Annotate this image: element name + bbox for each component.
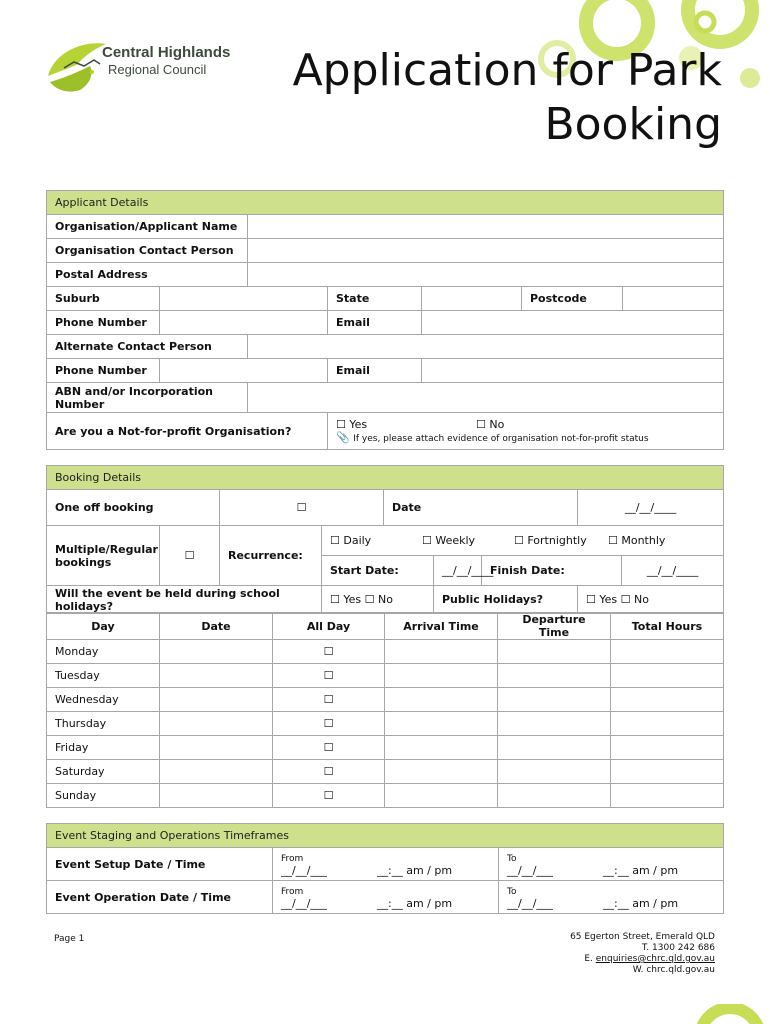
total-hours-cell[interactable] (611, 784, 724, 808)
label-school-holidays: Will the event be held during school holidays? (47, 586, 322, 614)
date-cell[interactable] (160, 688, 273, 712)
postcode-field[interactable] (623, 287, 724, 311)
total-hours-cell[interactable] (611, 760, 724, 784)
setup-to-field[interactable] (499, 848, 724, 881)
page-title (293, 44, 722, 152)
total-hours-cell[interactable] (611, 688, 724, 712)
weekly-checkbox[interactable]: ☐ Weekly (422, 534, 476, 547)
all-day-checkbox[interactable]: ☐ (273, 688, 385, 712)
day-label: Monday (47, 640, 160, 664)
label-from: From (281, 853, 304, 864)
email-field[interactable] (422, 311, 724, 335)
label-one-off: One off booking (47, 490, 220, 526)
title-line-1: Application for Park (292, 45, 722, 96)
label-contact-person: Organisation Contact Person (47, 239, 248, 263)
label-to: To (507, 886, 517, 897)
table-row (47, 712, 724, 736)
suburb-field[interactable] (160, 287, 328, 311)
operation-from-date[interactable]: __/__/___ (281, 896, 327, 910)
all-day-checkbox[interactable]: ☐ (273, 712, 385, 736)
phone-field[interactable] (160, 311, 328, 335)
total-hours-cell[interactable] (611, 664, 724, 688)
day-label: Saturday (47, 760, 160, 784)
departure-cell[interactable] (498, 712, 611, 736)
one-off-date-field[interactable]: __/__/____ (578, 490, 724, 526)
staging-table (46, 823, 724, 914)
decorative-circle-bottom (690, 1004, 770, 1024)
footer-address: 65 Egerton Street, Emerald QLD (570, 932, 715, 942)
footer-phone: T. 1300 242 686 (641, 943, 715, 953)
total-hours-cell[interactable] (611, 736, 724, 760)
arrival-cell[interactable] (385, 736, 498, 760)
label-setup: Event Setup Date / Time (47, 848, 273, 881)
table-row (47, 664, 724, 688)
label-phone: Phone Number (47, 311, 160, 335)
operation-from-field[interactable] (273, 881, 499, 914)
footer-email-prefix: E. (584, 954, 596, 964)
contact-block (570, 932, 715, 976)
col-date: Date (160, 613, 273, 640)
start-date-field[interactable]: __/__/____ (434, 556, 482, 586)
footer-web: W. chrc.qld.gov.au (632, 965, 715, 975)
date-cell[interactable] (160, 664, 273, 688)
all-day-checkbox[interactable]: ☐ (273, 736, 385, 760)
day-label: Tuesday (47, 664, 160, 688)
abn-field[interactable] (248, 383, 724, 413)
arrival-cell[interactable] (385, 688, 498, 712)
section-heading-staging: Event Staging and Operations Timeframes (47, 824, 724, 848)
table-row (47, 760, 724, 784)
all-day-checkbox[interactable]: ☐ (273, 784, 385, 808)
label-nfp: Are you a Not-for-profit Organisation? (47, 413, 328, 450)
all-day-checkbox[interactable]: ☐ (273, 664, 385, 688)
section-heading-applicant: Applicant Details (47, 191, 724, 215)
label-email: Email (328, 311, 422, 335)
day-label: Wednesday (47, 688, 160, 712)
applicant-details-table (46, 190, 724, 450)
label-from: From (281, 886, 304, 897)
fortnightly-checkbox[interactable]: ☐ Fortnightly (514, 534, 587, 547)
label-state: State (328, 287, 422, 311)
total-hours-cell[interactable] (611, 712, 724, 736)
operation-from-time[interactable]: __:__ am / pm (377, 896, 453, 910)
footer-email-line (570, 954, 715, 965)
school-holidays-options[interactable]: ☐ Yes ☐ No (322, 586, 434, 614)
arrival-cell[interactable] (385, 784, 498, 808)
col-total-hours: Total Hours (611, 613, 724, 640)
date-cell[interactable] (160, 640, 273, 664)
email-2-field[interactable] (422, 359, 724, 383)
label-recurrence: Recurrence: (220, 526, 322, 586)
operation-to-field[interactable] (499, 881, 724, 914)
logo-name: Central Highlands (102, 44, 231, 61)
label-email-2: Email (328, 359, 422, 383)
one-off-checkbox[interactable]: ☐ (220, 490, 384, 526)
setup-to-date[interactable]: __/__/___ (507, 863, 553, 877)
table-row (47, 640, 724, 664)
label-suburb: Suburb (47, 287, 160, 311)
table-row (47, 736, 724, 760)
days-header-row (47, 613, 724, 640)
col-day: Day (47, 613, 160, 640)
all-day-checkbox[interactable]: ☐ (273, 640, 385, 664)
departure-cell[interactable] (498, 736, 611, 760)
date-cell[interactable] (160, 760, 273, 784)
arrival-cell[interactable] (385, 664, 498, 688)
departure-cell[interactable] (498, 784, 611, 808)
day-label: Sunday (47, 784, 160, 808)
booking-details-table (46, 465, 724, 614)
departure-cell[interactable] (498, 664, 611, 688)
finish-date-field[interactable]: __/__/____ (622, 556, 724, 586)
day-label: Thursday (47, 712, 160, 736)
section-heading-booking: Booking Details (47, 466, 724, 490)
setup-from-time[interactable]: __:__ am / pm (377, 863, 453, 877)
arrival-cell[interactable] (385, 712, 498, 736)
total-hours-cell[interactable] (611, 640, 724, 664)
org-name-field[interactable] (248, 215, 724, 239)
setup-from-date[interactable]: __/__/___ (281, 863, 327, 877)
page-number: Page 1 (54, 934, 85, 944)
multiple-checkbox[interactable]: ☐ (160, 526, 220, 586)
label-operation: Event Operation Date / Time (47, 881, 273, 914)
label-alt-contact: Alternate Contact Person (47, 335, 248, 359)
label-phone-2: Phone Number (47, 359, 160, 383)
day-label: Friday (47, 736, 160, 760)
postal-address-field[interactable] (248, 263, 724, 287)
title-line-2: Booking (544, 99, 722, 150)
setup-to-time[interactable]: __:__ am / pm (603, 863, 679, 877)
operation-to-time[interactable]: __:__ am / pm (603, 896, 679, 910)
nfp-yes-checkbox[interactable]: ☐ Yes (336, 418, 368, 431)
label-postal-address: Postal Address (47, 263, 248, 287)
days-table (46, 612, 724, 808)
all-day-checkbox[interactable]: ☐ (273, 760, 385, 784)
nfp-note: If yes, please attach evidence of organisation not-for-profit status (353, 434, 649, 444)
departure-cell[interactable] (498, 760, 611, 784)
recurrence-options (322, 526, 724, 556)
label-to: To (507, 853, 517, 864)
contact-person-field[interactable] (248, 239, 724, 263)
label-org-name: Organisation/Applicant Name (47, 215, 248, 239)
logo-subname: Regional Council (108, 62, 207, 77)
arrival-cell[interactable] (385, 760, 498, 784)
paperclip-icon: 📎 (336, 431, 350, 444)
operation-to-date[interactable]: __/__/___ (507, 896, 553, 910)
col-departure: Departure Time (498, 613, 611, 640)
label-start-date: Start Date: (322, 556, 434, 586)
state-field[interactable] (422, 287, 522, 311)
date-cell[interactable] (160, 712, 273, 736)
public-holidays-options[interactable]: ☐ Yes ☐ No (578, 586, 724, 614)
date-cell[interactable] (160, 784, 273, 808)
nfp-no-checkbox[interactable]: ☐ No (476, 418, 505, 431)
col-arrival: Arrival Time (385, 613, 498, 640)
departure-cell[interactable] (498, 688, 611, 712)
nfp-options (328, 413, 724, 450)
date-cell[interactable] (160, 736, 273, 760)
label-multiple: Multiple/Regular bookings (47, 526, 160, 586)
monthly-checkbox[interactable]: ☐ Monthly (608, 534, 666, 547)
footer-email-link[interactable]: enquiries@chrc.qld.gov.au (595, 954, 715, 964)
alt-contact-field[interactable] (248, 335, 724, 359)
col-all-day: All Day (273, 613, 385, 640)
daily-checkbox[interactable]: ☐ Daily (330, 534, 372, 547)
table-row (47, 688, 724, 712)
departure-cell[interactable] (498, 640, 611, 664)
arrival-cell[interactable] (385, 640, 498, 664)
label-abn: ABN and/or Incorporation Number (47, 383, 248, 413)
label-date: Date (384, 490, 578, 526)
table-row (47, 784, 724, 808)
label-postcode: Postcode (522, 287, 623, 311)
label-finish-date: Finish Date: (482, 556, 622, 586)
label-public-holidays: Public Holidays? (434, 586, 578, 614)
phone-2-field[interactable] (160, 359, 328, 383)
setup-from-field[interactable] (273, 848, 499, 881)
